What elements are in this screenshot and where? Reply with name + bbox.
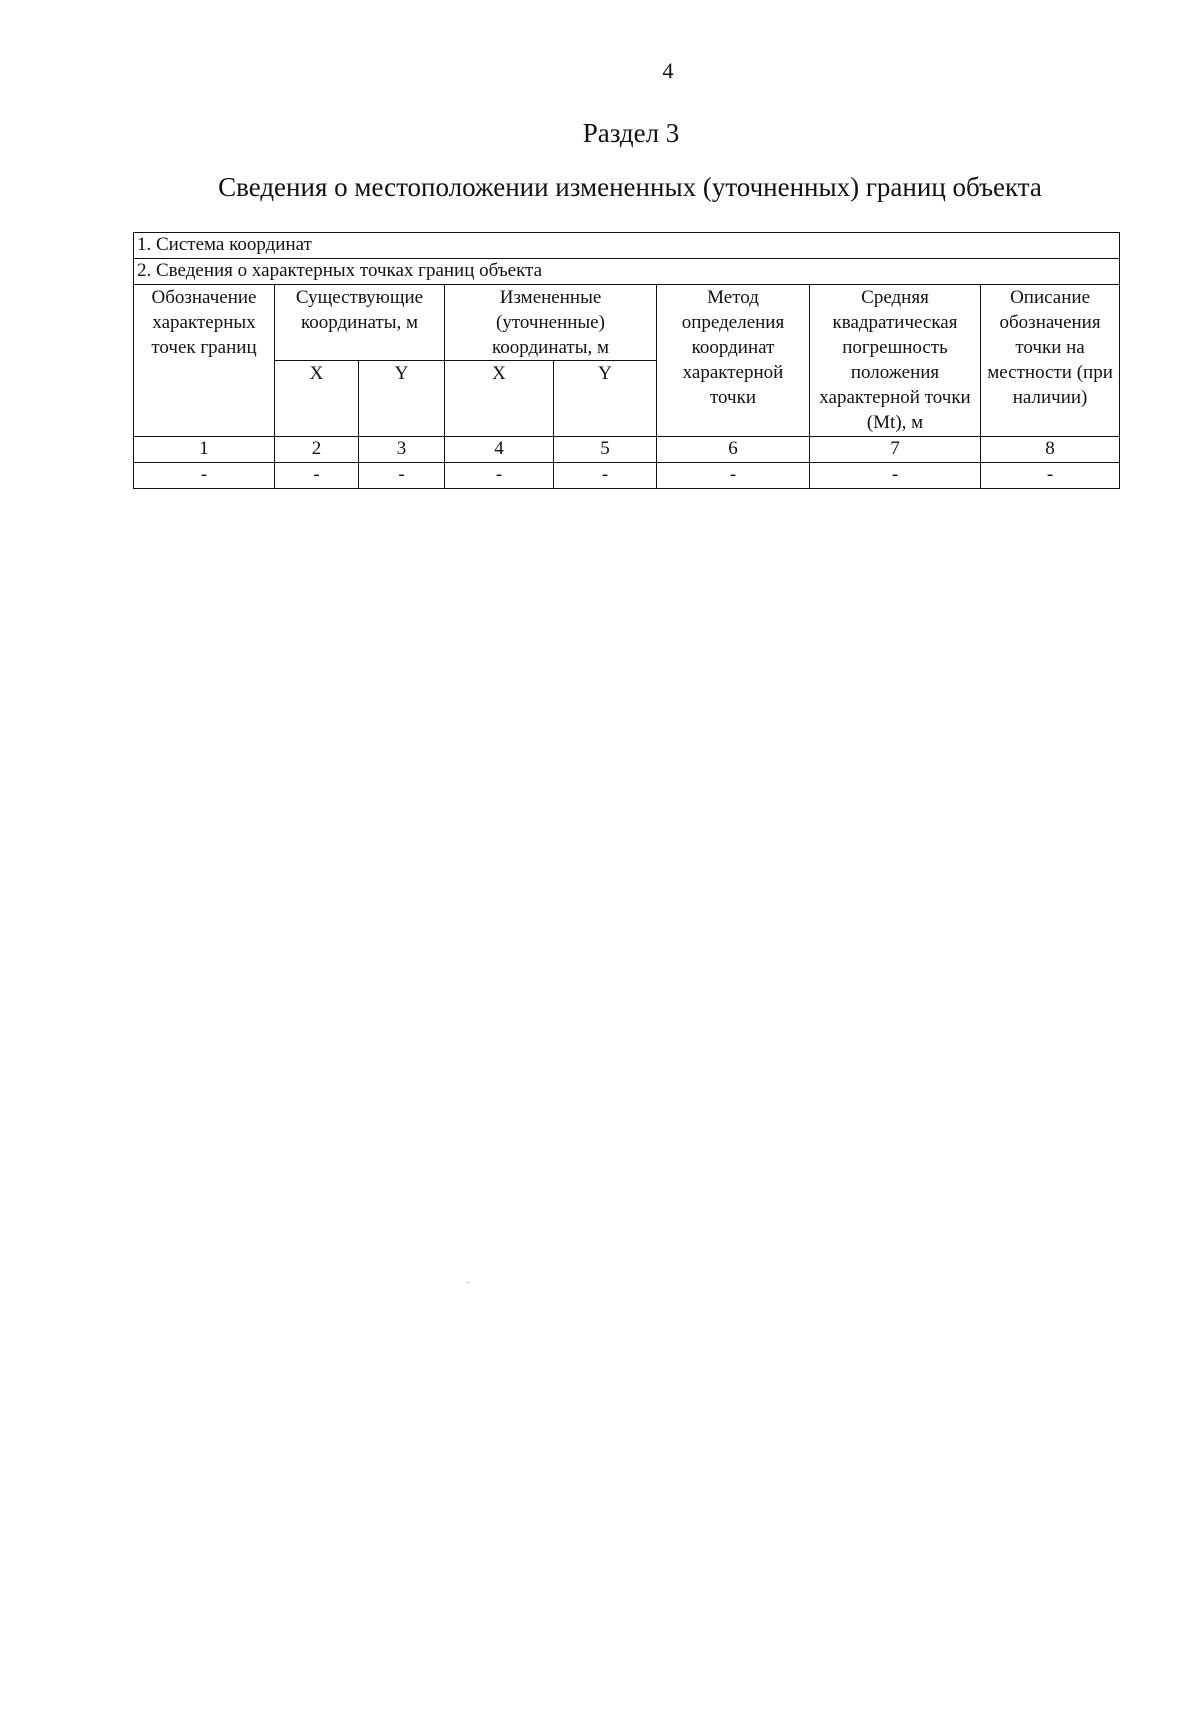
header-changed-coordinates: Измененные (уточненные) координаты, м (445, 285, 657, 361)
header-existing-x: X (275, 361, 359, 437)
column-number: 3 (359, 437, 445, 463)
column-number: 5 (554, 437, 657, 463)
header-changed-x: X (445, 361, 554, 437)
header-existing-y: Y (359, 361, 445, 437)
header-existing-coordinates: Существующие координаты, м (275, 285, 445, 361)
table-cell: - (359, 463, 445, 489)
header-changed-y: Y (554, 361, 657, 437)
table-cell: - (134, 463, 275, 489)
column-number: 6 (657, 437, 810, 463)
document-title: Сведения о местоположении измененных (уточненных) границ объекта (218, 172, 1042, 202)
header-mean-square-error: Средняя квадратическая погрешность положения характерной точки (Mt), м (810, 285, 981, 437)
table-cell: - (554, 463, 657, 489)
column-number: 7 (810, 437, 981, 463)
table-cell: - (981, 463, 1120, 489)
column-numbers-row (134, 437, 1120, 463)
boundary-points-row: 2. Сведения о характерных точках границ объекта (134, 259, 1120, 285)
header-method: Метод определения координат характерной точки (657, 285, 810, 437)
table-cell: - (657, 463, 810, 489)
header-point-designation: Обозначение характерных точек границ (134, 285, 275, 437)
table-cell: - (445, 463, 554, 489)
coordinates-table (133, 232, 1120, 489)
column-number: 4 (445, 437, 554, 463)
header-point-description: Описание обозначения точки на местности (при наличии) (981, 285, 1120, 437)
column-number: 1 (134, 437, 275, 463)
scan-artifact (466, 1282, 470, 1283)
table-cell: - (810, 463, 981, 489)
page-number: 4 (662, 58, 674, 83)
column-number: 8 (981, 437, 1120, 463)
table-row (134, 463, 1120, 489)
section-title: Раздел 3 (582, 118, 680, 148)
coordinate-system-row: 1. Система координат (134, 233, 1120, 259)
table-cell: - (275, 463, 359, 489)
column-number: 2 (275, 437, 359, 463)
